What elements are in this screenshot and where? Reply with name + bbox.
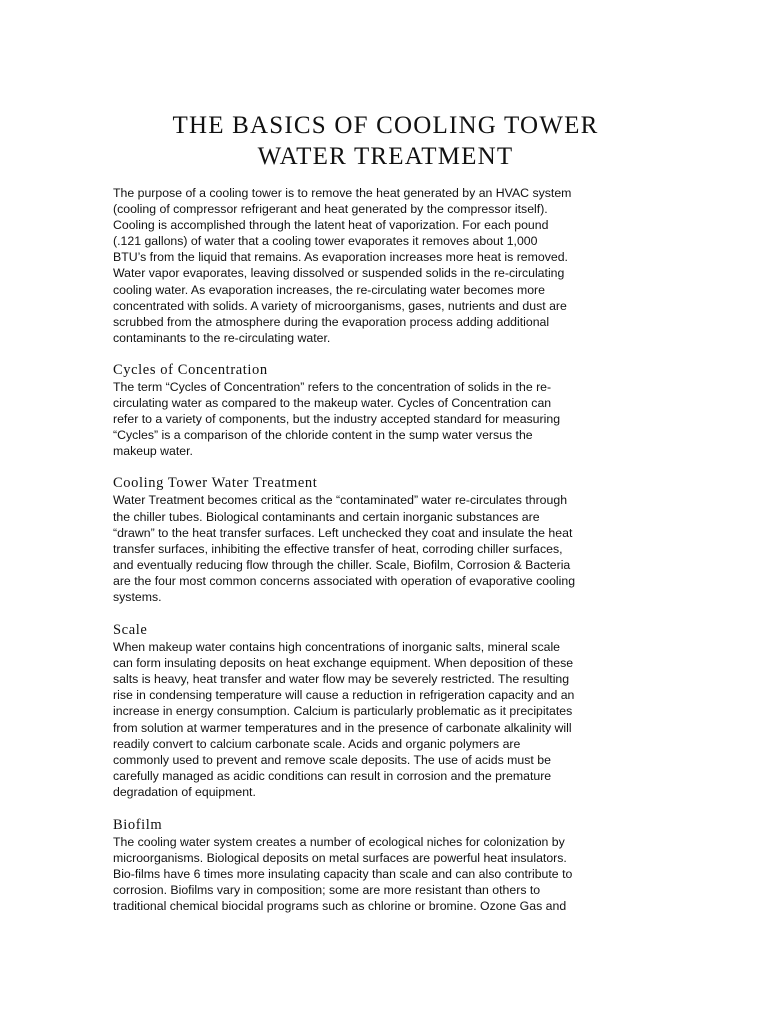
intro-paragraph	[113, 185, 658, 346]
text-line: (.121 gallons) of water that a cooling tower evaporates it removes about 1,000	[113, 234, 538, 249]
text-line: BTU’s from the liquid that remains. As evaporation increases more heat is removed.	[113, 250, 568, 265]
text-line: refer to a variety of components, but the industry accepted standard for measuring	[113, 412, 561, 427]
text-line: contaminants to the re-circulating water.	[113, 330, 331, 345]
text-line: The cooling water system creates a number of ecological niches for colonization by	[113, 835, 565, 849]
section-heading: Cooling Tower Water Treatment	[113, 475, 318, 492]
text-line: the chiller tubes. Biological contaminants and certain inorganic substances are	[113, 509, 540, 524]
section-biofilm	[113, 816, 658, 914]
document-title	[113, 110, 658, 172]
section-heading: Scale	[113, 622, 148, 639]
section-heading: Biofilm	[113, 817, 163, 833]
text-line: rise in condensing temperature will cause a reduction in refrigeration capacity and an	[113, 688, 575, 703]
text-line: scrubbed from the atmosphere during the evaporation process adding additional	[113, 314, 550, 329]
section-paragraph	[113, 639, 658, 800]
text-line: The purpose of a cooling tower is to remove the heat generated by an HVAC system	[113, 186, 572, 200]
text-line: are the four most common concerns associated with operation of evaporative cooling	[113, 573, 576, 588]
text-line: from solution at warmer temperatures and in the presence of carbonate alkalinity will	[113, 720, 572, 735]
text-line: can form insulating deposits on heat exchange equipment. When deposition of these	[113, 656, 574, 671]
text-line: makeup water.	[113, 444, 193, 459]
text-line: “drawn” to the heat transfer surfaces. Left unchecked they coat and insulate the heat	[113, 525, 573, 540]
text-line: (cooling of compressor refrigerant and heat generated by the compressor itself).	[113, 202, 548, 217]
text-line: “Cycles” is a comparison of the chloride content in the sump water versus the	[113, 428, 533, 443]
text-line: traditional chemical biocidal programs such as chlorine or bromine. Ozone Gas and	[113, 899, 567, 914]
text-line: concentrated with solids. A variety of microorganisms, gases, nutrients and dust are	[113, 298, 567, 313]
text-line: microorganisms. Biological deposits on metal surfaces are powerful heat insulators.	[113, 851, 567, 866]
section-paragraph	[113, 492, 658, 605]
title-line: WATER TREATMENT	[257, 143, 514, 170]
text-line: circulating water as compared to the makeup water. Cycles of Concentration can	[113, 396, 552, 411]
document-body	[113, 110, 658, 914]
text-line: carefully managed as acidic conditions can result in corrosion and the premature	[113, 768, 552, 783]
text-line: Water vapor evaporates, leaving dissolved or suspended solids in the re-circulating	[113, 266, 565, 281]
text-line: degradation of equipment.	[113, 784, 256, 799]
text-line: transfer surfaces, inhibiting the effective transfer of heat, corroding chiller surfaces,	[113, 541, 563, 556]
text-line: Cooling is accomplished through the latent heat of vaporization. For each pound	[113, 218, 549, 233]
text-line: commonly used to prevent and remove scale deposits. The use of acids must be	[113, 752, 551, 767]
text-line: Bio-films have 6 times more insulating capacity than scale and can also contribute to	[113, 867, 573, 882]
section-paragraph	[113, 834, 658, 914]
text-line: and eventually reducing flow through the chiller. Scale, Biofilm, Corrosion & Bacteria	[113, 557, 571, 572]
section-heading: Cycles of Concentration	[113, 361, 268, 378]
text-line: increase in energy consumption. Calcium is particularly problematic as it precipitates	[113, 704, 573, 719]
title-line: THE BASICS OF COOLING TOWER	[172, 112, 599, 139]
text-line: Water Treatment becomes critical as the “contaminated” water re-circulates through	[113, 493, 568, 508]
section-cycles-of-concentration	[113, 361, 658, 459]
text-line: cooling water. As evaporation increases, the re-circulating water becomes more	[113, 282, 545, 297]
text-line: readily convert to calcium carbonate scale. Acids and organic polymers are	[113, 736, 521, 751]
text-line: systems.	[113, 589, 162, 604]
text-line: The term “Cycles of Concentration” refers to the concentration of solids in the re-	[113, 379, 552, 394]
text-line: corrosion. Biofilms vary in composition; some are more resistant than others to	[113, 883, 541, 898]
section-scale	[113, 621, 658, 800]
text-line: salts is heavy, heat transfer and water flow may be severely restricted. The resulting	[113, 672, 570, 687]
text-line: When makeup water contains high concentrations of inorganic salts, mineral scale	[113, 640, 561, 655]
section-cooling-tower-water-treatment	[113, 474, 658, 605]
section-paragraph	[113, 379, 658, 459]
